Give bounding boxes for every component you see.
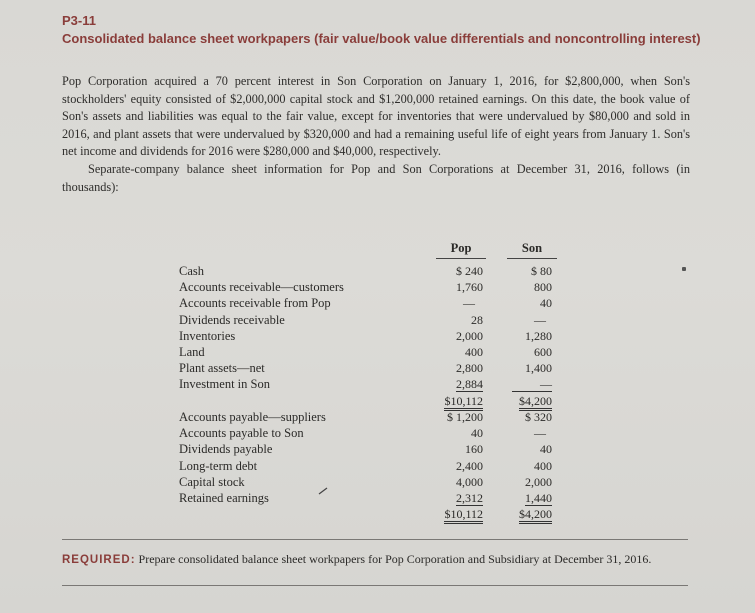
pop-liability-values xyxy=(420,409,483,522)
value-cell: 28 xyxy=(471,312,483,327)
total-assets-son: $4,200 xyxy=(519,394,552,411)
value-cell: $ 80 xyxy=(531,264,552,278)
column-header-son: Son xyxy=(521,241,543,255)
value-cell: — xyxy=(534,312,546,327)
paragraph-acquisition: Pop Corporation acquired a 70 percent interest in Son Corporation on January 1, 2016, for $2,800,000, when Son's stockholders' equity consisted of $2,000,000 capital stock and $1,200,000 retained earnings. On this date, the book value of Son's assets and liabilities was equal to the fair value, except for inventories that were undervalued by $80,000 and sold in 2016, and plant assets that were undervalued by $320,000 and had a remaining useful life of eight years from January 1. Son's net income and dividends for 2016 were $280,000 and $40,000, respectively. xyxy=(62,74,690,159)
row-label: Retained earnings xyxy=(179,491,269,506)
value-cell: $ 1,200 xyxy=(447,410,483,424)
pen-mark-icon xyxy=(318,487,328,495)
row-label: Investment in Son xyxy=(179,377,270,392)
value-cell: 40 xyxy=(540,296,552,311)
value-cell: 400 xyxy=(534,458,552,473)
row-label: Dividends payable xyxy=(179,442,273,457)
row-label: Plant assets—net xyxy=(179,361,265,376)
row-label: Accounts receivable—customers xyxy=(179,280,344,295)
value-cell: 40 xyxy=(540,442,552,457)
row-label: Land xyxy=(179,345,205,360)
asset-labels xyxy=(179,263,344,393)
row-label: Capital stock xyxy=(179,474,245,489)
value-cell: $ 240 xyxy=(456,264,483,278)
problem-title: Consolidated balance sheet workpapers (fair value/book value differentials and noncontrolling interest) xyxy=(62,31,701,46)
total-liabilities-son: $4,200 xyxy=(519,507,552,524)
value-cell: 2,000 xyxy=(525,474,552,489)
row-label: Inventories xyxy=(179,328,236,343)
value-cell: 2,800 xyxy=(456,361,483,376)
value-cell: 1,440 xyxy=(525,490,552,505)
value-cell: 2,312 xyxy=(456,490,483,505)
total-liabilities-pop: $10,112 xyxy=(444,507,483,524)
column-header-pop: Pop xyxy=(450,241,472,255)
divider-bottom xyxy=(62,585,688,586)
value-cell: 1,400 xyxy=(525,361,552,376)
value-cell: 2,400 xyxy=(456,458,483,473)
paragraph-balance-intro: Separate-company balance sheet information for Pop and Son Corporations at December 31, 2016, follows (in thousands): xyxy=(62,161,690,194)
value-cell: 400 xyxy=(465,344,483,359)
row-label: Long-term debt xyxy=(179,458,258,473)
son-asset-values xyxy=(496,263,552,409)
value-cell: 2,884 xyxy=(456,377,483,392)
value-cell: — xyxy=(463,296,475,311)
row-label: Dividends receivable xyxy=(179,312,285,327)
row-label: Cash xyxy=(179,264,204,278)
header-rule-pop xyxy=(436,258,486,259)
son-liability-values xyxy=(496,409,552,522)
value-cell: 40 xyxy=(471,426,483,441)
dot-mark-icon xyxy=(682,267,686,271)
value-cell: 600 xyxy=(534,344,552,359)
value-cell: — xyxy=(512,377,552,392)
problem-number: P3-11 xyxy=(62,13,96,28)
value-cell: 2,000 xyxy=(456,328,483,343)
value-cell: 800 xyxy=(534,280,552,295)
header-rule-son xyxy=(507,258,557,259)
value-cell: 1,280 xyxy=(525,328,552,343)
value-cell: $ 320 xyxy=(525,410,552,424)
value-cell: — xyxy=(534,426,546,441)
required-text: Prepare consolidated balance sheet workpapers for Pop Corporation and Subsidiary at December 31, 2016. xyxy=(138,552,652,566)
pop-asset-values xyxy=(420,263,483,409)
total-assets-pop: $10,112 xyxy=(444,394,483,411)
row-label: Accounts payable to Son xyxy=(179,426,304,441)
problem-statement xyxy=(62,73,690,196)
divider-top xyxy=(62,539,688,540)
value-cell: 160 xyxy=(465,442,483,457)
required-section xyxy=(62,551,690,569)
liability-labels xyxy=(179,409,326,506)
value-cell: 1,760 xyxy=(456,280,483,295)
required-label: REQUIRED: xyxy=(62,554,136,566)
row-label: Accounts receivable from Pop xyxy=(179,296,331,311)
value-cell: 4,000 xyxy=(456,474,483,489)
row-label: Accounts payable—suppliers xyxy=(179,410,326,424)
